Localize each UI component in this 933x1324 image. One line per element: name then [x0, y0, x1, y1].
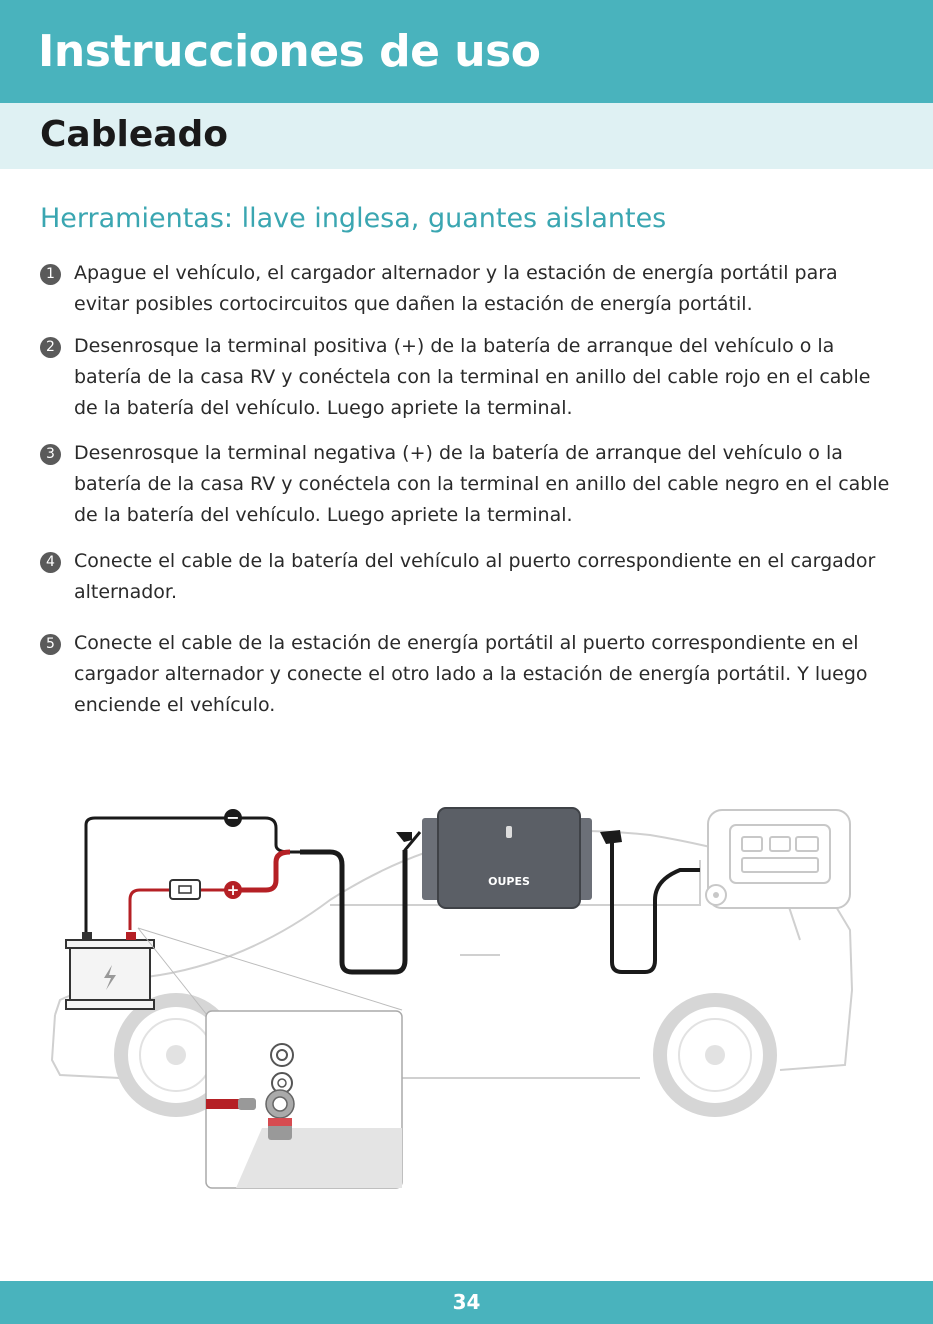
- section-title: Cableado: [40, 114, 229, 155]
- power-station: [706, 810, 850, 908]
- page-header: [0, 0, 933, 103]
- positive-icon: [224, 881, 242, 899]
- step-number: 2: [40, 337, 61, 358]
- station-cable: [612, 842, 700, 972]
- page-footer: [0, 1281, 933, 1324]
- tools-heading: Herramientas: llave inglesa, guantes aislantes: [40, 203, 667, 234]
- rear-wheel: [660, 1000, 770, 1110]
- step-number: 5: [40, 634, 61, 655]
- brand-label: OUPES: [488, 875, 530, 888]
- step-text: Desenrosque la terminal negativa (+) de la batería de arranque del vehículo o la batería de la casa RV y conéctela con la terminal en anillo del cable negro en el cable de la batería del vehículo. Luego apriete la terminal.: [74, 442, 890, 526]
- step-text: Conecte el cable de la estación de energía portátil al puerto correspondiente en el cargador alternador y conecte el otro lado a la estación de energía portátil. Y luego enciende el vehículo.: [74, 632, 868, 716]
- step-number: 1: [40, 264, 61, 285]
- section-header: [0, 103, 933, 169]
- negative-symbol: −: [226, 808, 240, 827]
- step-text: Apague el vehículo, el cargador alternador y la estación de energía portátil para evitar posibles cortocircuitos que dañen la estación de energía portátil.: [74, 262, 838, 315]
- step-number: 4: [40, 552, 61, 573]
- alternator-charger: [396, 808, 622, 908]
- wiring-diagram: [0, 790, 933, 1210]
- car-battery: [66, 932, 154, 1009]
- fuse-holder: [170, 880, 200, 899]
- step-number: 3: [40, 444, 61, 465]
- page-title: Instrucciones de uso: [38, 26, 541, 77]
- nut-icon: [271, 1044, 293, 1066]
- positive-symbol: +: [226, 881, 240, 899]
- negative-icon: [224, 808, 242, 827]
- step-text: Conecte el cable de la batería del vehículo al puerto correspondiente en el cargador alternador.: [74, 550, 876, 603]
- page-number: 34: [452, 1290, 481, 1314]
- step-text: Desenrosque la terminal positiva (+) de la batería de arranque del vehículo o la batería de la casa RV y conéctela con la terminal en anillo del cable rojo en el cable de la batería del vehículo. Luego apriete la terminal.: [74, 335, 871, 419]
